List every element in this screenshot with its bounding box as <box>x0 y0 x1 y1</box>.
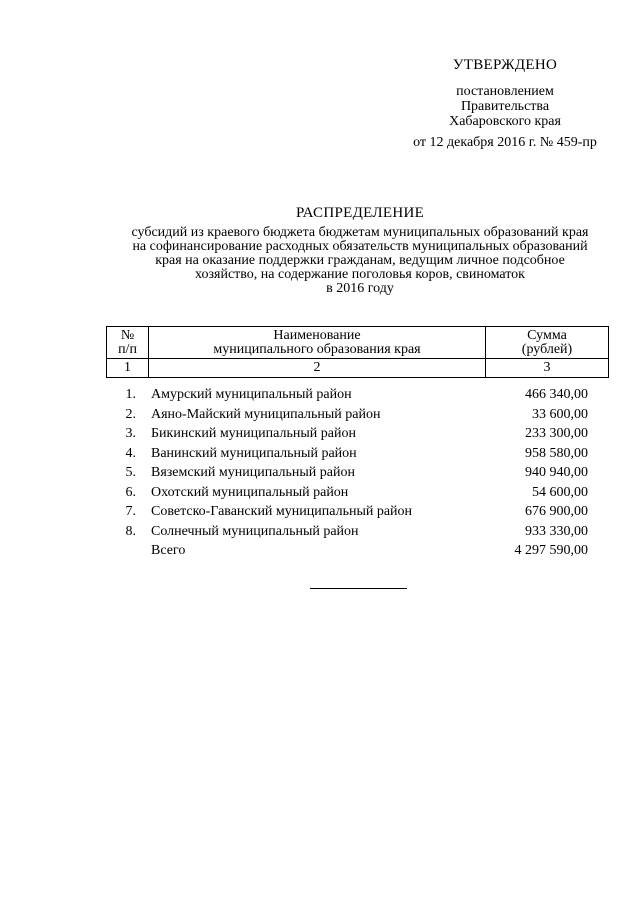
approval-line-3: Хабаровского края <box>449 114 561 129</box>
row-num: 5. <box>125 465 136 480</box>
column-number: 1 <box>107 359 149 378</box>
table-row <box>106 385 609 405</box>
table-row <box>106 444 609 464</box>
table-body <box>106 385 609 561</box>
row-name: Ванинский муниципальный район <box>151 445 357 461</box>
row-num: 1. <box>125 387 136 402</box>
row-sum: 466 340,00 <box>525 387 588 402</box>
header-sum-line-1: Сумма <box>527 327 567 343</box>
header-name-line-1: Наименование <box>273 327 361 343</box>
header-sum-line-2: (рублей) <box>521 341 573 357</box>
total-sum: 4 297 590,00 <box>514 543 588 558</box>
row-name: Амурский муниципальный район <box>151 387 352 402</box>
table-header <box>106 326 609 378</box>
row-name: Солнечный муниципальный район <box>151 523 359 539</box>
row-name: Аяно-Майский муниципальный район <box>151 406 381 422</box>
approval-line-2: Правительства <box>460 99 550 114</box>
header-name <box>149 327 486 359</box>
total-label: Всего <box>151 543 186 558</box>
header-name-line-2: муниципального образования края <box>213 341 421 357</box>
row-sum: 54 600,00 <box>532 484 588 500</box>
row-num: 3. <box>125 426 136 441</box>
approval-heading: УТВЕРЖДЕНО <box>452 57 558 73</box>
document-title: РАСПРЕДЕЛЕНИЕ <box>295 205 425 221</box>
approval-line-1: постановлением <box>456 84 554 99</box>
row-sum: 933 330,00 <box>525 523 588 539</box>
table-row <box>106 463 609 483</box>
column-number: 2 <box>149 359 486 378</box>
table-row <box>106 522 609 542</box>
row-num: 4. <box>125 445 136 461</box>
row-sum: 33 600,00 <box>532 406 588 422</box>
subtitle-line: на софинансирование расходных обязательств муниципальных образований <box>132 239 588 254</box>
document-subtitle <box>100 226 620 296</box>
subtitle-line: в 2016 году <box>326 281 394 296</box>
row-sum: 676 900,00 <box>525 504 588 519</box>
table-row <box>106 405 609 425</box>
approval-date: от 12 декабря 2016 г. № 459-пр <box>413 135 597 150</box>
subtitle-line: края на оказание поддержки гражданам, ведущим личное подсобное <box>155 253 565 268</box>
table-row <box>106 502 609 522</box>
row-name: Советско-Гаванский муниципальный район <box>151 504 413 519</box>
row-name: Бикинский муниципальный район <box>151 426 356 441</box>
row-sum: 940 940,00 <box>525 465 588 480</box>
row-sum: 233 300,00 <box>525 426 588 441</box>
table-row <box>106 424 609 444</box>
header-num-line-2: п/п <box>118 341 137 357</box>
row-name: Охотский муниципальный район <box>151 484 349 500</box>
approval-stamp <box>380 58 630 150</box>
column-number: 3 <box>486 359 609 378</box>
end-separator-line <box>310 588 407 589</box>
header-num <box>107 327 149 359</box>
row-num: 2. <box>125 406 136 422</box>
row-num: 8. <box>125 523 136 539</box>
row-name: Вяземский муниципальный район <box>151 465 355 480</box>
table-row <box>106 483 609 503</box>
header-sum <box>486 327 609 359</box>
row-num: 7. <box>125 504 136 519</box>
row-num: 6. <box>125 484 136 500</box>
row-sum: 958 580,00 <box>525 445 588 461</box>
subtitle-line: хозяйство, на содержание поголовья коров, свиноматок <box>195 267 525 282</box>
subtitle-line: субсидий из краевого бюджета бюджетам муниципальных образований края <box>131 225 589 240</box>
total-row <box>106 541 609 561</box>
header-num-line-1: № <box>120 327 135 343</box>
